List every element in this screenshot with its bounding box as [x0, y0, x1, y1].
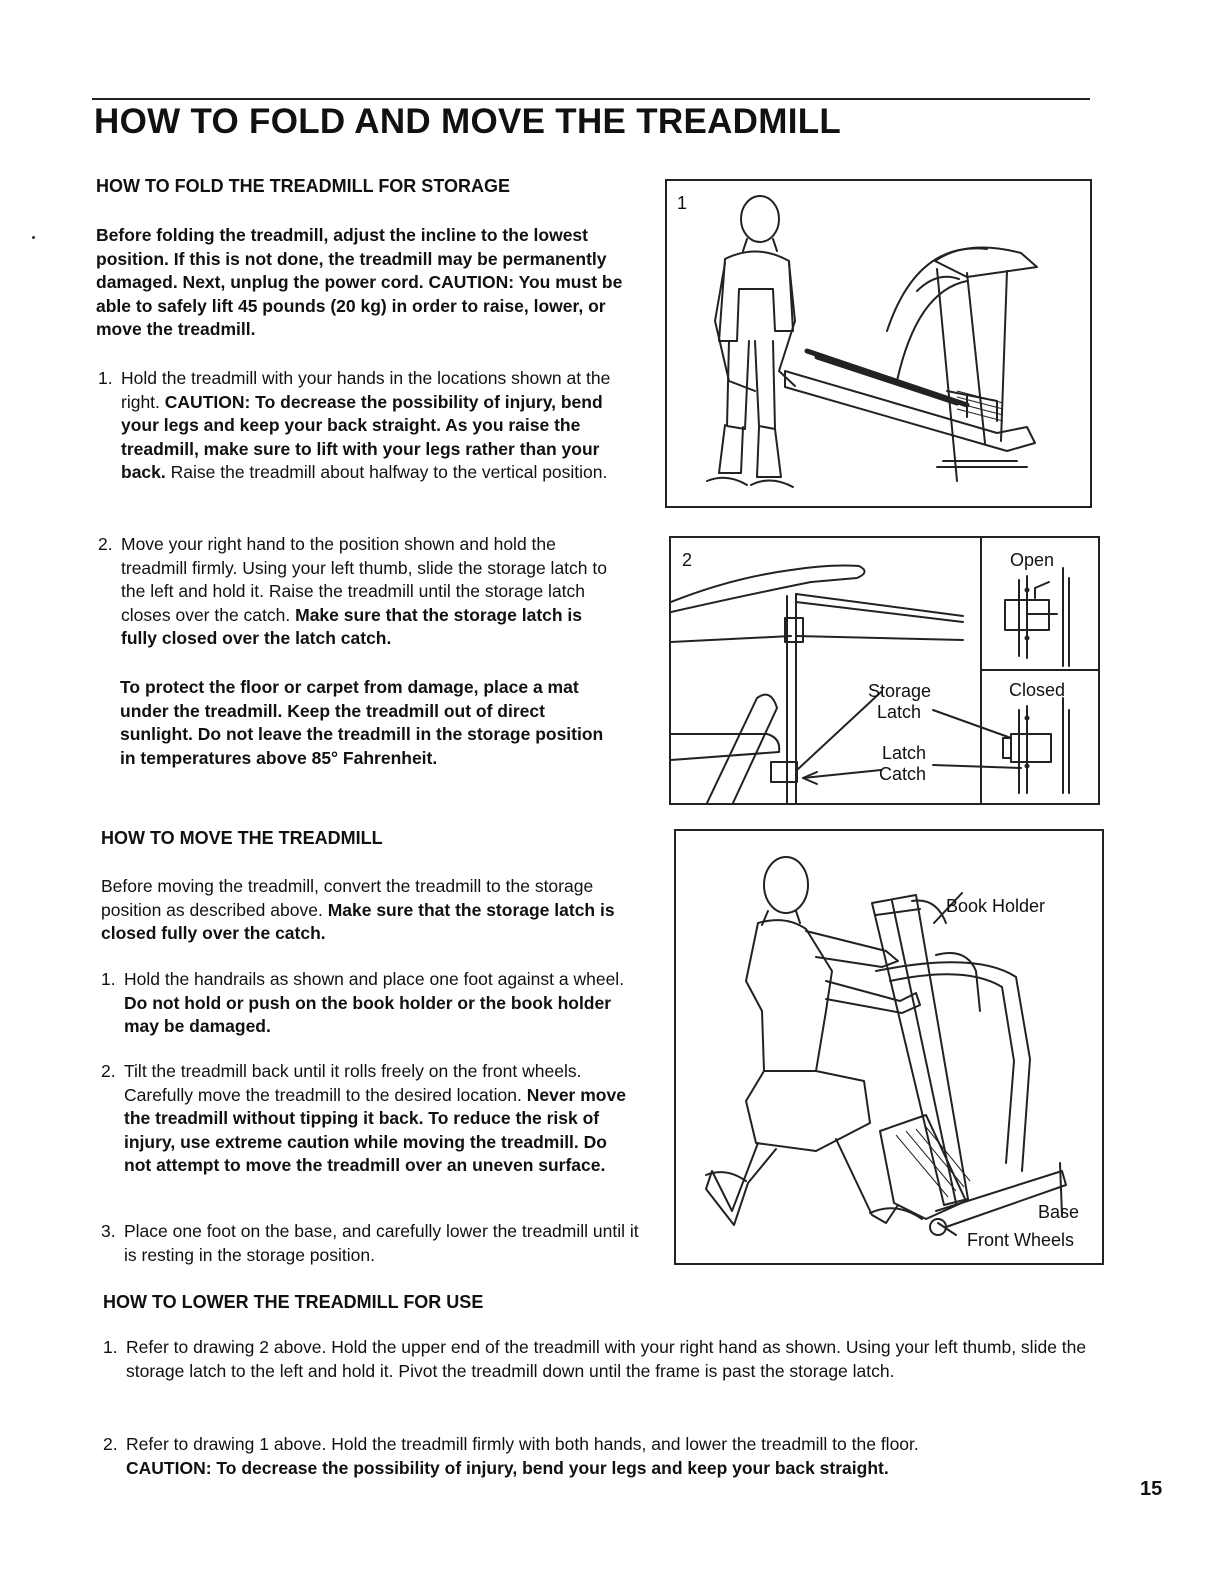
figure-1 — [665, 179, 1092, 508]
figure-3 — [674, 829, 1104, 1265]
figure-1-illustration — [667, 181, 1090, 506]
step-text: Place one foot on the base, and carefully lower the treadmill until it is resting in the storage position. — [124, 1221, 639, 1265]
title-rule — [92, 98, 1090, 100]
latch-catch-line1: Latch — [882, 743, 927, 763]
step-text: Hold the handrails as shown and place one foot against a wheel. Do not hold or push on the book holder or the book holder may be damaged. — [124, 969, 625, 1036]
closed-label: Closed — [1009, 680, 1066, 700]
fold-intro: Before folding the treadmill, adjust the incline to the lowest position. If this is not done, the treadmill may be permanently damaged. Next, unplug the power cord. CAUTION: You must be able to safely lift 45 pounds (20 kg) in order to raise, lower, or move the treadmill. — [96, 225, 623, 339]
base-label: Base — [1038, 1202, 1080, 1222]
page-title: HOW TO FOLD AND MOVE THE TREADMILL — [94, 102, 842, 141]
move-intro: Before moving the treadmill, convert the treadmill to the storage position as described above. Make sure that the storage latch is closed fully over the catch. — [101, 876, 615, 943]
front-wheels-label: Front Wheels — [967, 1230, 1075, 1250]
open-label: Open — [1010, 550, 1055, 570]
fold-protect-note: To protect the floor or carpet from damage, place a mat under the treadmill. Keep the treadmill out of direct sunlight. Do not leave the treadmill in the storage position in temperatures above 85° Fahrenheit. — [120, 677, 604, 768]
figure-number: 2 — [682, 550, 693, 570]
step-number: 2. — [103, 1434, 118, 1454]
latch-catch-line2: Catch — [879, 764, 927, 784]
step-number: 1. — [98, 368, 113, 388]
move-step-1 — [101, 968, 639, 1039]
step-number: 1. — [101, 969, 116, 989]
page-number: 15 — [1140, 1478, 1163, 1500]
fold-heading: HOW TO FOLD THE TREADMILL FOR STORAGE — [96, 176, 510, 196]
lower-step-1 — [103, 1336, 1103, 1383]
move-step-3 — [101, 1220, 639, 1267]
book-holder-label: Book Holder — [946, 896, 1046, 916]
step-number: 2. — [98, 534, 113, 554]
fold-step-2 — [98, 533, 620, 651]
step-number: 3. — [101, 1221, 116, 1241]
step-number: 1. — [103, 1337, 118, 1357]
step-text: Hold the treadmill with your hands in the locations shown at the right. CAUTION: To decrease the possibility of injury, bend your legs and keep your back straight. As you raise the treadmill, make sure to lift with your legs rather than your back. Raise the treadmill about halfway to the vertical position. — [121, 368, 611, 482]
figure-2 — [669, 536, 1100, 805]
step-text: Tilt the treadmill back until it rolls freely on the front wheels. Carefully move the treadmill to the desired location. Never move the treadmill without tipping it back. To reduce the risk of injury, use extreme caution while moving the treadmill. Do not attempt to move the treadmill over an uneven surface. — [124, 1061, 626, 1175]
lower-step-2 — [103, 1433, 1103, 1480]
move-step-2 — [101, 1060, 639, 1178]
step-text: Refer to drawing 2 above. Hold the upper end of the treadmill with your right hand as shown. Using your left thumb, slide the storage latch to the left and hold it. Pivot the treadmill down until the frame is past the storage latch. — [126, 1337, 1087, 1381]
move-heading: HOW TO MOVE THE TREADMILL — [101, 828, 383, 848]
lower-heading: HOW TO LOWER THE TREADMILL FOR USE — [103, 1292, 484, 1312]
storage-label-line2: Latch — [877, 702, 922, 722]
storage-label-line1: Storage — [868, 681, 932, 701]
figure-number: 1 — [677, 193, 688, 213]
margin-dot — [32, 236, 35, 239]
step-number: 2. — [101, 1061, 116, 1081]
step-text: Move your right hand to the position shown and hold the treadmill firmly. Using your left thumb, slide the storage latch to the left and hold it. Raise the treadmill until the storage latch closes over the catch. Make sure that the storage latch is fully closed over the latch catch. — [121, 534, 607, 648]
step-text: Refer to drawing 1 above. Hold the treadmill firmly with both hands, and lower the treadmill to the floor. CAUTION: To decrease the possibility of injury, bend your legs and keep your back straight. — [126, 1434, 919, 1478]
fold-step-1 — [98, 367, 640, 485]
